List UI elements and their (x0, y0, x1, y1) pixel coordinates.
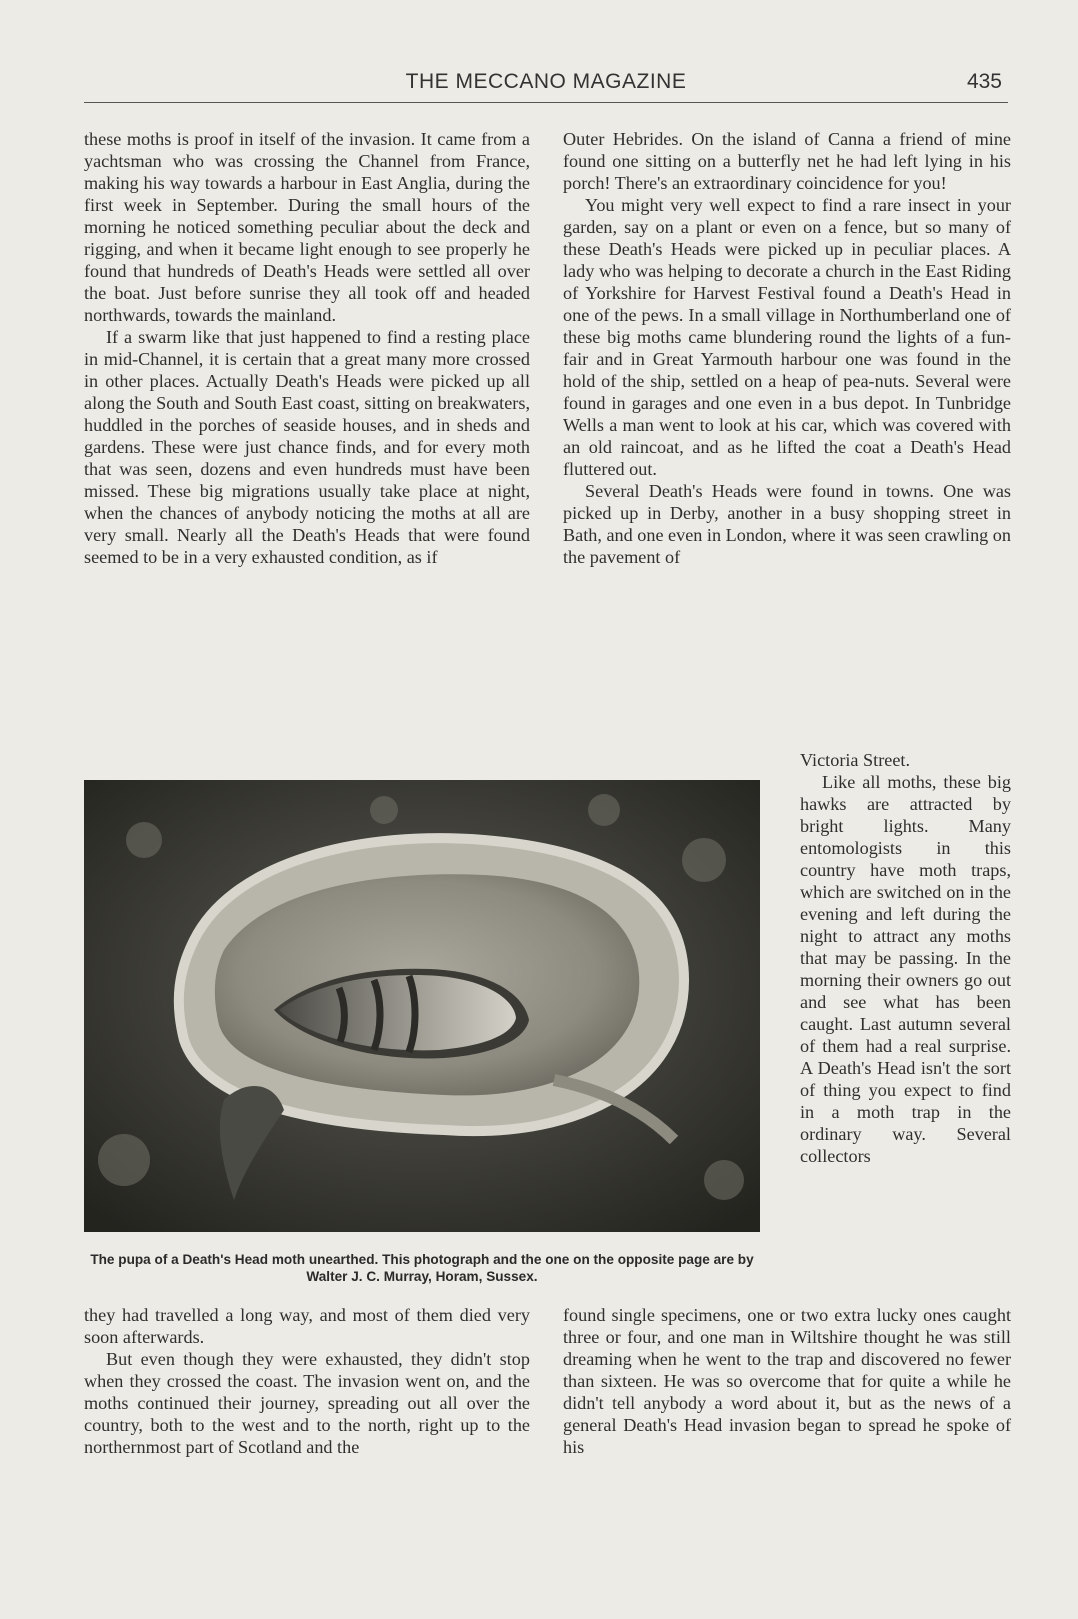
page-number: 435 (966, 70, 1002, 93)
pupa-photo-illustration (84, 780, 760, 1232)
column-top-left (84, 128, 530, 568)
column-bottom-right (563, 1304, 1011, 1458)
paragraph: You might very well expect to find a rare insect in your garden, say on a plant or even on a fence, but so many of these Death's Heads were picked up in peculiar places. A lady who was helping to decorate a church in the East Riding of Yorkshire for Harvest Festival found a Death's Head in one of the pews. In a small village in Northumberland one of these big moths came blundering round the lights of a fun-fair and in Great Yarmouth harbour one was found in the hold of the ship, settled on a heap of pea-nuts. Several were found in garages and one even in a bus depot. In Tunbridge Wells a man went to look at his car, which was covered with an old raincoat, and as he lifted the coat a Death's Head fluttered out. (563, 195, 1011, 479)
photo-caption: The pupa of a Death's Head moth unearthed. This photograph and the one on the opposite page are by Walter J. C. Murray, Horam, Sussex. (90, 1252, 754, 1284)
paragraph: If a swarm like that just happened to find a resting place in mid-Channel, it is certain that a great many more crossed in other places. Actually Death's Heads were picked up all along the South and South East coast, sitting on breakwaters, huddled in the porches of seaside houses, and in sheds and gardens. These were just chance finds, and for every moth that was seen, dozens and even hundreds must have been missed. These big migrations usually take place at night, when the chances of anybody noticing the moths at all are very small. Nearly all the Death's Heads that were found seemed to be in a very exhausted condition, as if (84, 327, 530, 567)
pupa-photograph (84, 780, 760, 1232)
column-top-right (563, 128, 1011, 568)
paragraph: these moths is proof in itself of the invasion. It came from a yachtsman who was crossing the Channel from France, making his way towards a harbour in East Anglia, during the first week in September. During the small hours of the morning he noticed something peculiar about the deck and rigging, and when it became light enough to see properly he found that hundreds of Death's Heads were settled all over the boat. Just before sunrise they all took off and headed northwards, towards the mainland. (84, 129, 530, 325)
paragraph: they had travelled a long way, and most of them died very soon afterwards. (84, 1305, 530, 1347)
magazine-title: THE MECCANO MAGAZINE (405, 70, 687, 93)
paragraph: Like all moths, these big hawks are attracted by bright lights. Many entomologists in this country have moth traps, which are switched on in the evening and left during the night to attract any moths that may be passing. In the morning their owners go out and see what has been caught. Last autumn several of them had a real surprise. A Death's Head isn't the sort of thing you expect to find in a moth trap in the ordinary way. Several collectors (800, 772, 1011, 1166)
paragraph: But even though they were exhausted, they didn't stop when they crossed the coast. The invasion went on, and the moths continued their journey, spreading out all over the country, both to the west and to the north, right up to the northernmost part of Scotland and the (84, 1349, 530, 1457)
paragraph: found single specimens, one or two extra lucky ones caught three or four, and one man in Wiltshire thought he was still dreaming when he went to the trap and discovered no fewer than sixteen. He was so overcome that for quite a while he didn't tell anybody a word about it, but as the news of a general Death's Head invasion began to spread he spoke of his (563, 1305, 1011, 1457)
paragraph: Several Death's Heads were found in towns. One was picked up in Derby, another in a busy shopping street in Bath, and one even in London, where it was seen crawling on the pavement of (563, 481, 1011, 567)
paragraph: Victoria Street. (800, 750, 911, 770)
column-beside-photo (800, 749, 1011, 1167)
column-bottom-left (84, 1304, 530, 1458)
paragraph: Outer Hebrides. On the island of Canna a friend of mine found one sitting on a butterfly net he had left lying in his porch! There's an extraordinary coincidence for you! (563, 129, 1011, 193)
page-header (84, 68, 1008, 103)
